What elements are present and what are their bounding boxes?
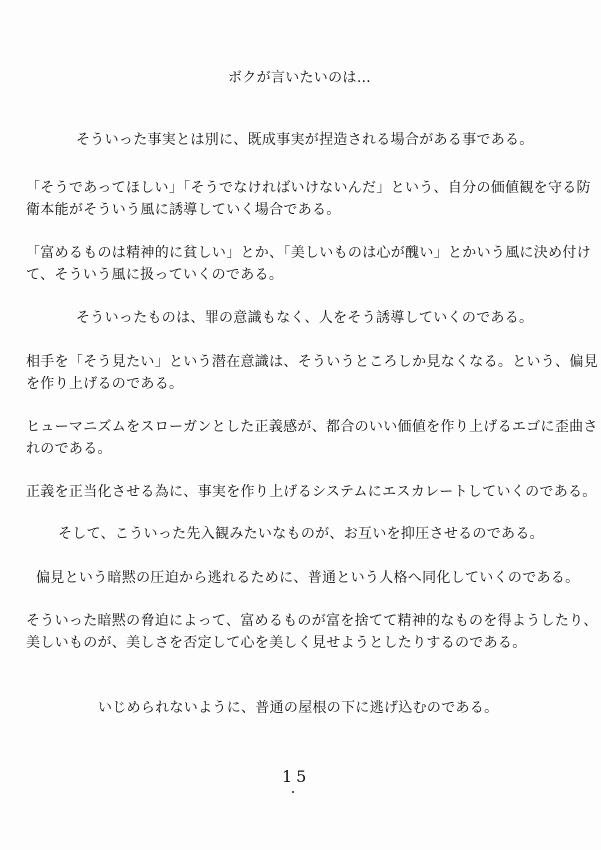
paragraph-2-line-1: 「そうであってほしい」「そうでなければいけないんだ」という、自分の価値観を守る防 [26, 180, 591, 196]
paragraph-6-line-2: れのである。 [26, 441, 112, 457]
paragraph-6-line-1: ヒューマニズムをスローガンとした正義感が、都合のいい価値を作り上げるエゴに歪曲さ [26, 419, 598, 435]
paragraph-10-line-2: 美しいものが、美しさを否定して心を美しく見せようとしたりするのである。 [26, 635, 527, 651]
paragraph-3-line-2: て、そういう風に扱っていくのである。 [26, 267, 284, 283]
paragraph-11-line-1: いじめられないように、普通の屋根の下に逃げ込むのである。 [98, 700, 499, 716]
paragraph-7-line-1: 正義を正当化させる為に、事実を作り上げるシステムにエスカレートしていくのである。 [26, 484, 597, 500]
page-heading: ボクが言いたいのは… [228, 70, 371, 86]
paragraph-9-line-1: 偏見という暗黙の圧迫から逃れるために、普通という人格へ同化していくのである。 [36, 570, 580, 586]
paragraph-3-line-1: 「富めるものは精神的に貧しい」とか、「美しいものは心が醜い」とかいう風に決め付け [26, 245, 591, 261]
paragraph-4-line-1: そういったものは、罪の意識もなく、人をそう誘導していくのである。 [76, 310, 534, 326]
page-number-mark [292, 791, 294, 793]
paragraph-10-line-1: そういった暗黙の脅迫によって、富めるものが富を捨てて精神的なものを得ようしたり、 [26, 613, 598, 629]
paragraph-2-line-2: 衛本能がそういう風に誘導していく場合である。 [26, 202, 341, 218]
paragraph-8-line-1: そして、こういった先入観みたいなものが、お互いを抑圧させるのである。 [58, 526, 544, 542]
page-number: 15 [282, 767, 311, 786]
paragraph-1-line-1: そういった事実とは別に、既成事実が捏造される場合がある事である。 [76, 132, 534, 148]
paragraph-5-line-2: を作り上げるのである。 [26, 376, 184, 392]
paragraph-5-line-1: 相手を「そう見たい」という潜在意識は、そういうところしか見なくなる。という、偏見 [26, 354, 598, 370]
